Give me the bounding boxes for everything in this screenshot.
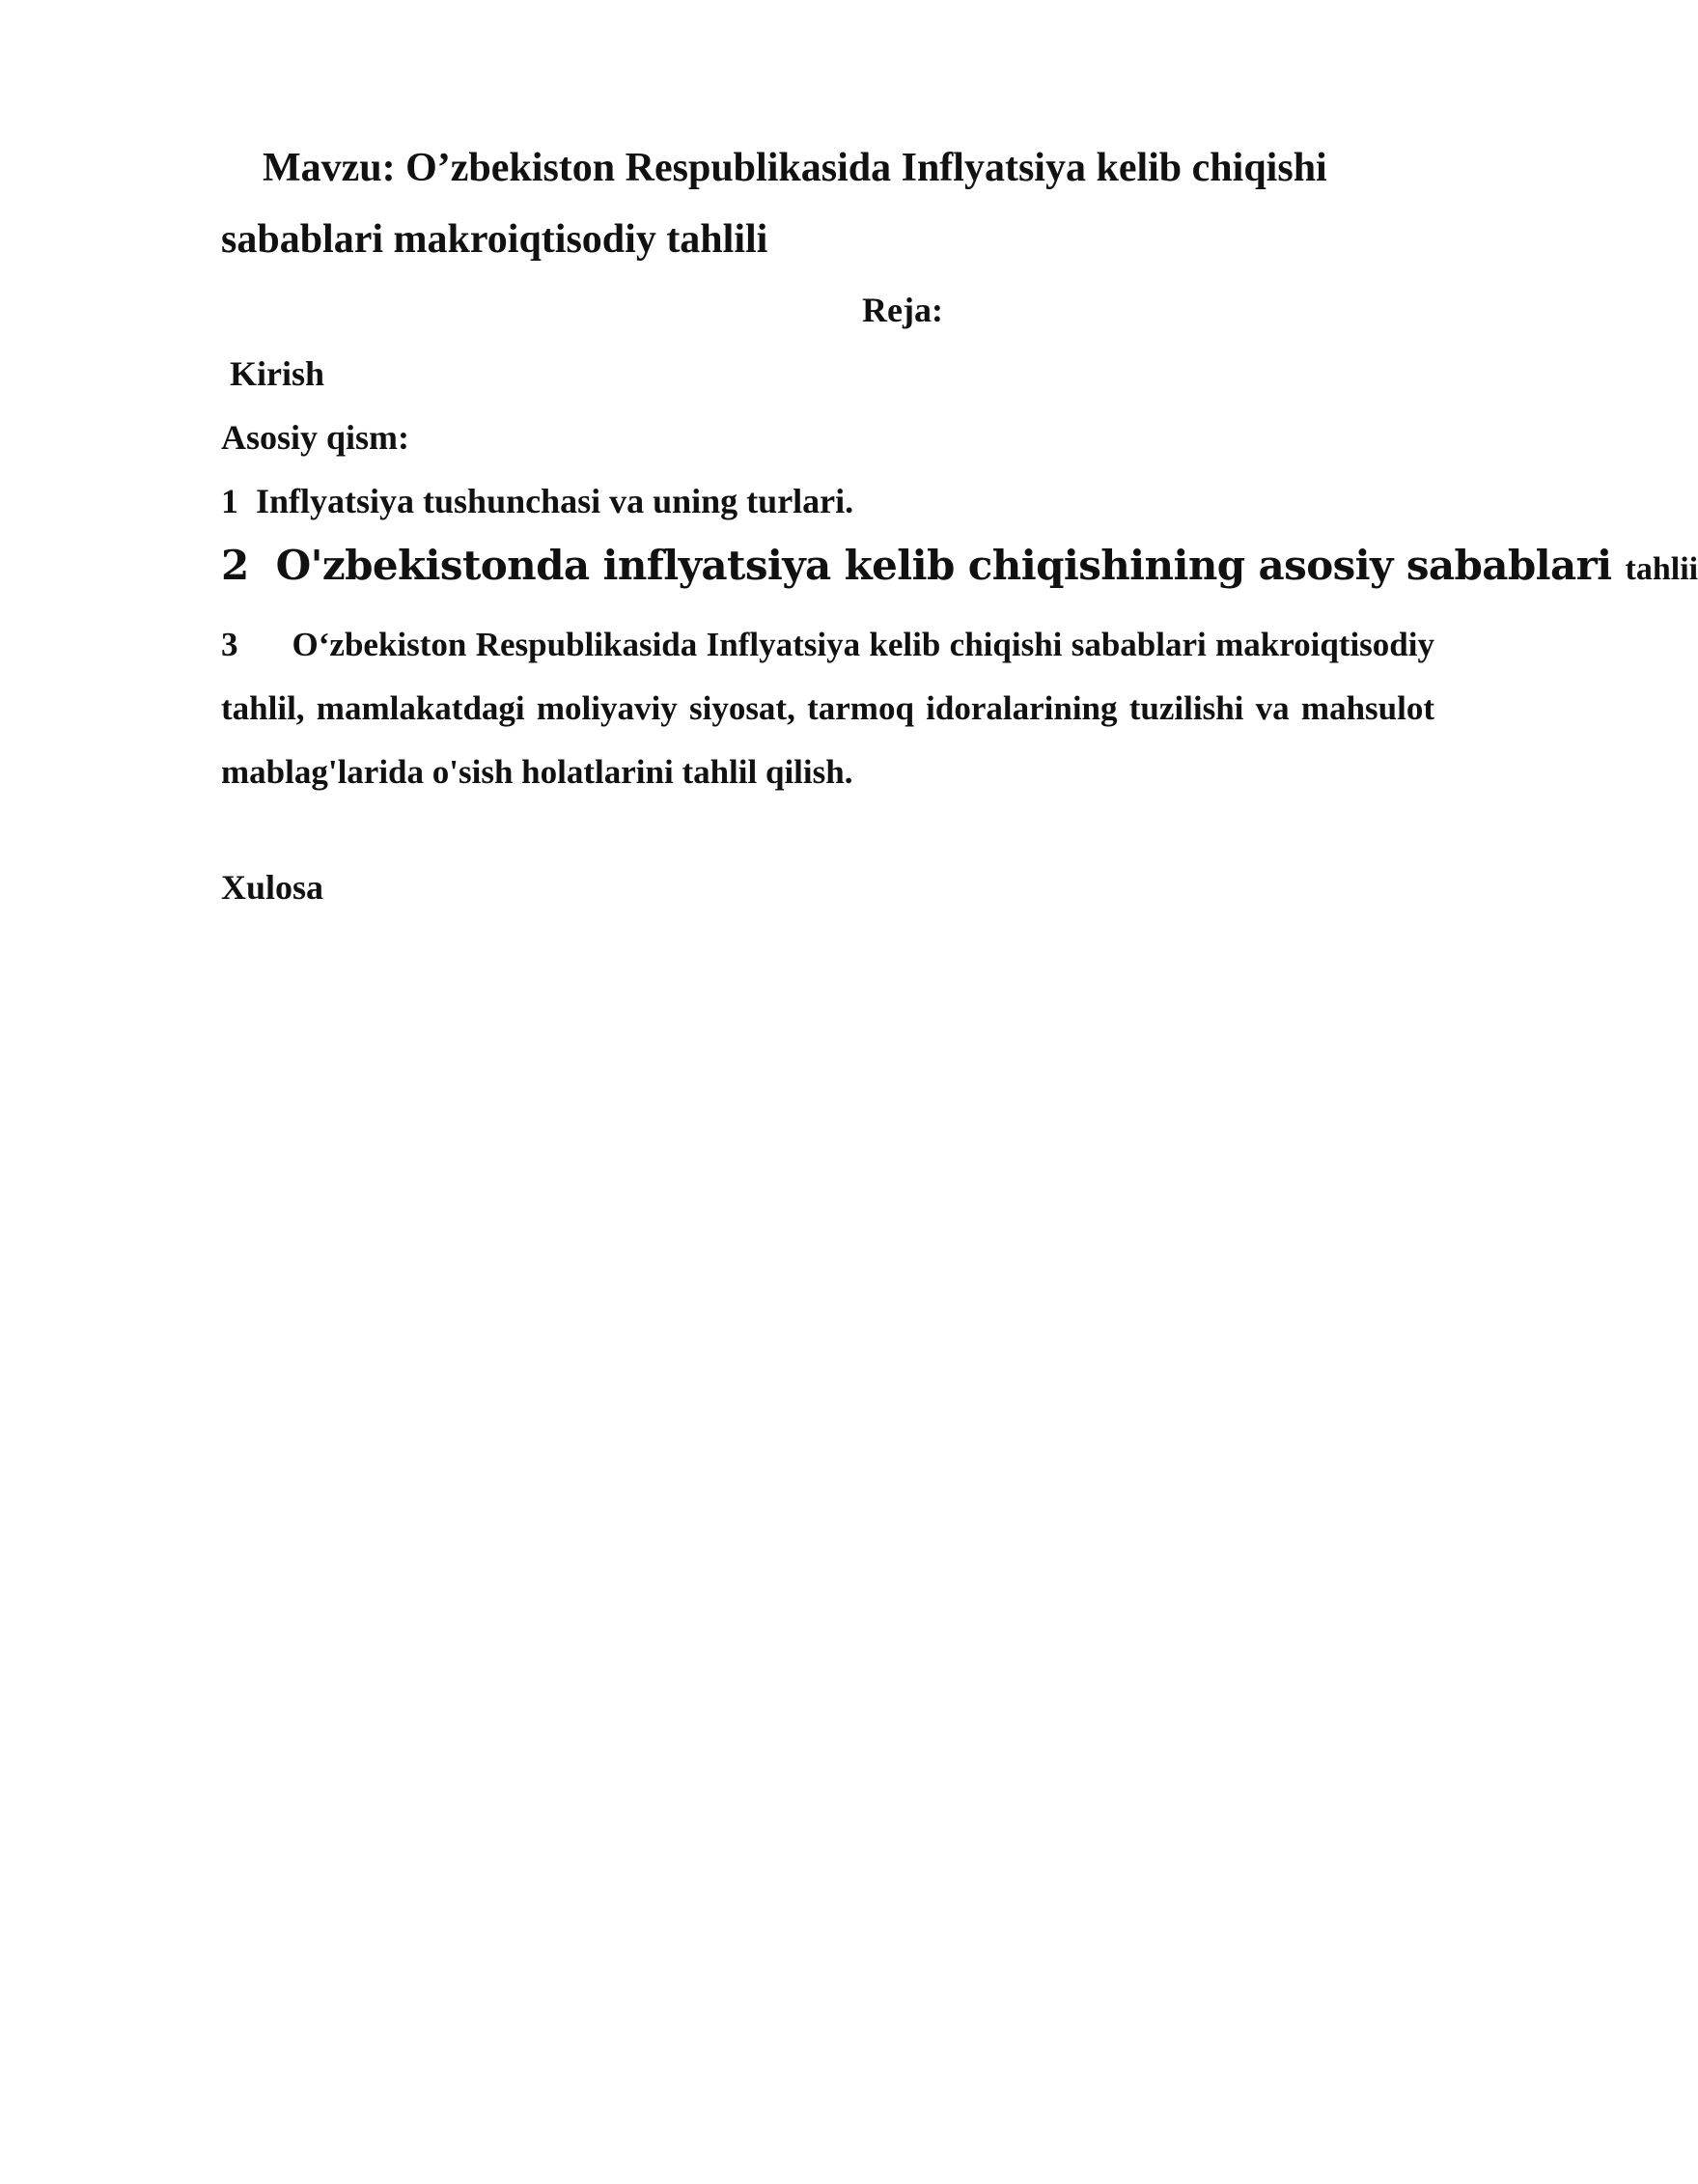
plan-item-text: Inflyatsiya tushunchasi va uning turlari. [256,482,854,520]
plan-item-number: 3 [221,626,238,663]
plan-item-2 [221,542,1698,589]
plan-item-suffix: tahlii [1625,551,1698,587]
introduction-heading: Kirish [230,354,325,393]
plan-item-number: 2 [221,542,249,589]
plan-item-text: O'zbekistonda inflyatsiya kelib chiqishining asosiy sabablari [275,542,1612,589]
title-line-1: Mavzu: O’zbekiston Respublikasida Inflyatsiya kelib chiqishi [263,146,1327,190]
conclusion-heading: Xulosa [221,868,324,907]
plan-item-3 [221,613,1434,804]
title-line-2: sabablari makroiqtisodiy tahlili [221,217,768,262]
main-part-heading: Asosiy qism: [221,418,410,457]
plan-heading: Reja: [862,291,943,329]
plan-item-1 [221,481,853,521]
plan-item-text: O‘zbekiston Respublikasida Inflyatsiya kelib chiqishi sabablari makroiqtisodiy tahlil, mamlakatdagi moliyaviy siyosat, tarmoq idoralarining tuzilishi va mahsulot mablag'larida o'sish holatlarini tahlil qilish. [221,626,1434,791]
plan-item-number: 1 [221,482,238,520]
